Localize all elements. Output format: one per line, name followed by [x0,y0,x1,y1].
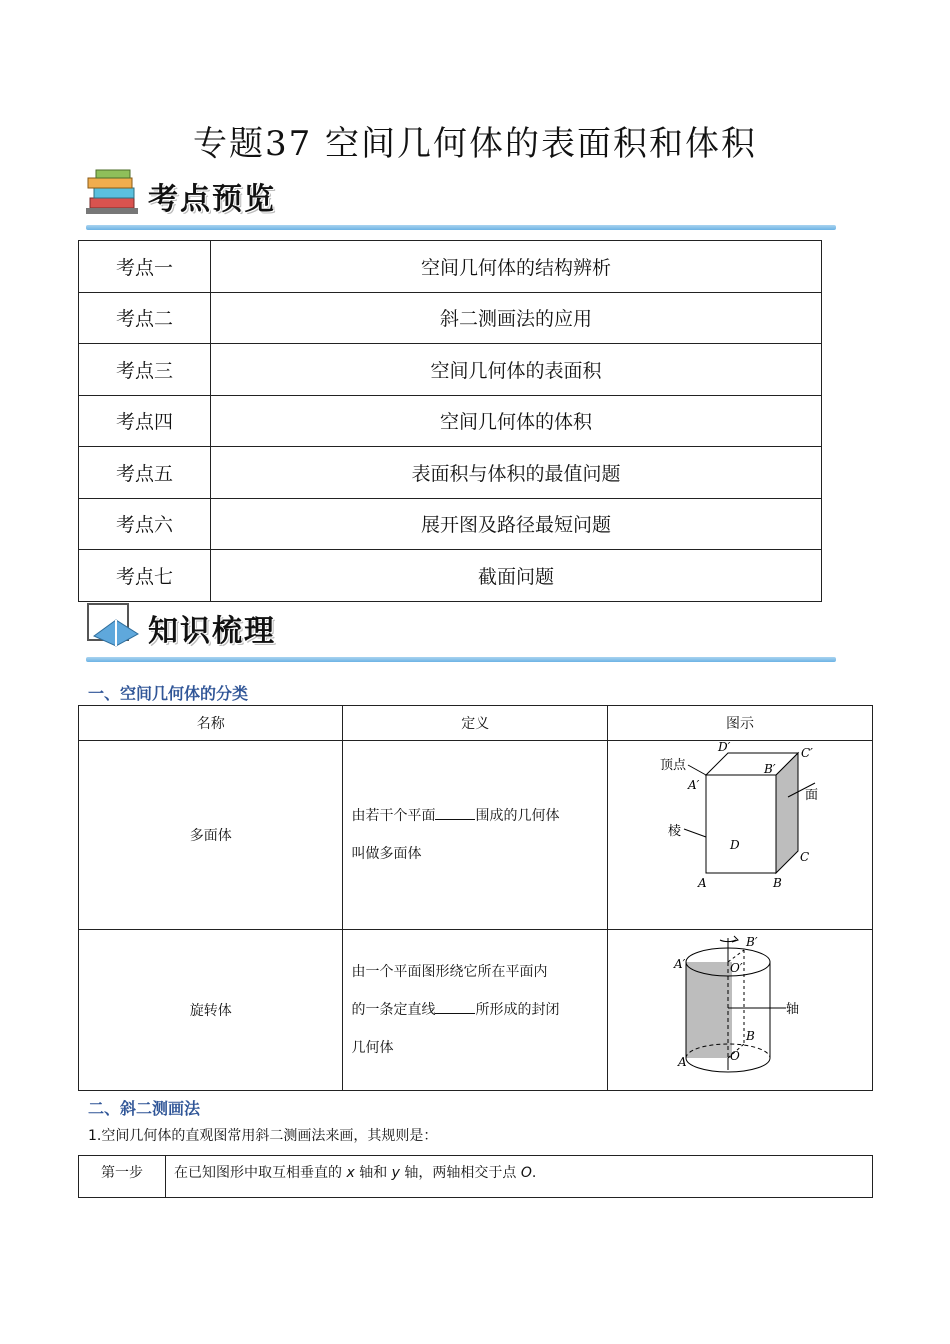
table-row [79,498,822,550]
kaodian-topic: 截面问题 [211,550,822,602]
kaodian-id: 考点七 [79,550,211,602]
svg-text:A′: A′ [674,957,686,971]
kaodian-id: 考点六 [79,498,211,550]
fill-blank [435,805,475,820]
svg-text:A: A [698,876,707,890]
table-row [79,1156,873,1198]
table-header: 图示 [608,706,873,741]
svg-text:棱: 棱 [668,824,682,839]
svg-text:C: C [800,850,810,864]
kaodian-topic: 空间几何体的表面积 [211,344,822,396]
table-row [79,241,822,293]
cell-name: 多面体 [79,741,343,930]
kaodian-topic: 斜二测画法的应用 [211,292,822,344]
svg-text:B: B [746,1029,755,1043]
svg-text:B′: B′ [746,935,758,949]
svg-text:O: O [730,1049,740,1063]
svg-text:D: D [730,838,740,852]
banner-preview [86,168,836,230]
books-icon [86,168,146,218]
prism-figure [608,741,872,929]
table-row [79,741,873,930]
section-heading: 二、斜二测画法 [88,1099,201,1118]
svg-text:A: A [678,1055,687,1069]
kaodian-id: 考点二 [79,292,211,344]
kaodian-id: 考点一 [79,241,211,293]
kaodian-topic: 展开图及路径最短问题 [211,498,822,550]
svg-text:面: 面 [805,788,819,803]
page-title: 专题37 空间几何体的表面积和体积 [192,124,758,164]
kaodian-table [78,240,822,602]
table-row [79,292,822,344]
table-row [79,930,873,1091]
section-heading: 一、空间几何体的分类 [88,684,249,703]
cell-figure [608,741,873,930]
svg-text:顶点: 顶点 [660,758,687,773]
cell-definition: 由一个平面图形绕它所在平面内 的一条定直线 所形成的封闭 几何体 [343,930,608,1091]
svg-text:轴: 轴 [786,1002,800,1017]
banner-label: 知识梳理 [148,614,276,649]
table-row [79,395,822,447]
kaodian-id: 考点四 [79,395,211,447]
kaodian-topic: 表面积与体积的最值问题 [211,447,822,499]
table-row [79,550,822,602]
rules-table [78,1155,873,1198]
svg-text:B: B [773,876,782,890]
kaodian-topic: 空间几何体的结构辨析 [211,241,822,293]
cell-figure [608,930,873,1091]
classification-table [78,705,873,1091]
table-row [79,447,822,499]
svg-text:C′: C′ [801,746,813,760]
banner-label: 考点预览 [148,182,276,217]
svg-text:B′: B′ [764,762,776,776]
step-text: 在已知图形中取互相垂直的 x 轴和 y 轴，两轴相交于点 O. [166,1156,873,1198]
cell-name: 旋转体 [79,930,343,1091]
kaodian-id: 考点三 [79,344,211,396]
banner-bar [86,225,836,230]
rules-intro: 1.空间几何体的直观图常用斜二测画法来画，其规则是： [88,1128,438,1144]
svg-text:O′: O′ [730,961,743,975]
open-book-icon [86,600,146,650]
banner-knowledge [86,600,836,662]
cell-definition: 由若干个平面 围成的几何体 叫做多面体 [343,741,608,930]
banner-bar [86,657,836,662]
kaodian-topic: 空间几何体的体积 [211,395,822,447]
table-header: 名称 [79,706,343,741]
kaodian-id: 考点五 [79,447,211,499]
cylinder-figure [608,930,872,1090]
svg-text:A′: A′ [688,778,700,792]
svg-text:D′: D′ [718,741,731,754]
fill-blank [435,999,475,1014]
step-label: 第一步 [79,1156,166,1198]
table-header: 定义 [343,706,608,741]
table-row [79,344,822,396]
